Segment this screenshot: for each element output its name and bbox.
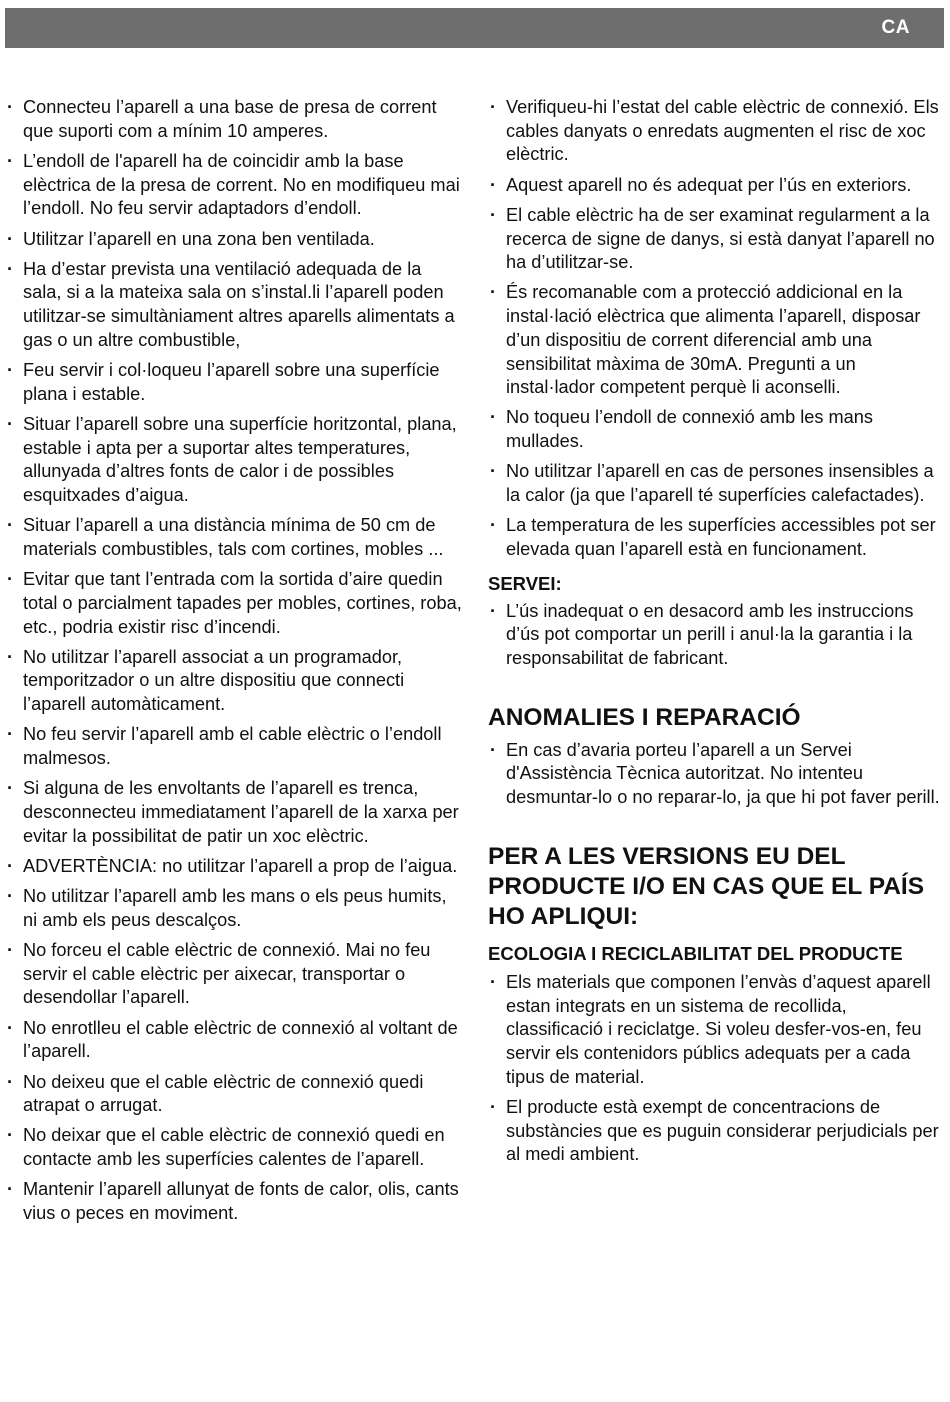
list-item: · La temperatura de les superfícies accessibles pot ser elevada quan l’aparell està en funcionament. <box>488 514 944 561</box>
list-item: · No deixeu que el cable elèctric de connexió quedi atrapat o arrugat. <box>5 1071 463 1118</box>
language-code: CA <box>881 17 910 38</box>
list-item: · Ha d’estar prevista una ventilació adequada de la sala, si a la mateixa sala on s’instal.li l’aparell poden utilitzar-se simultàniament altres aparells alimentats a gas o un altre combustible, <box>5 258 463 353</box>
servei-heading: SERVEI: <box>488 572 562 594</box>
list-item: · No utilitzar l’aparell associat a un programador, temporitzador o un altre dispositiu que connecti l’aparell automàticament. <box>5 646 463 717</box>
list-item: · Feu servir i col·loqueu l’aparell sobre una superfície plana i estable. <box>5 359 463 406</box>
list-item: · Els materials que componen l’envàs d’aquest aparell estan integrats en un sistema de recollida, classificació i reciclatge. Si voleu desfer-vos-en, feu servir els contenidors públics adequats per a cada tipus de material. <box>488 971 944 1090</box>
list-item: · No utilitzar l’aparell en cas de persones insensibles a la calor (ja que l’aparell té superfícies calefactades). <box>488 460 944 507</box>
list-item: · No utilitzar l’aparell amb les mans o els peus humits, ni amb els peus descalços. <box>5 885 463 932</box>
list-item: · Situar l’aparell sobre una superfície horitzontal, plana, estable i apta per a suportar altes temperatures, allunyada d’altres fonts de calor i de possibles esquitxades d’aigua. <box>5 413 463 508</box>
list-item: · Connecteu l’aparell a una base de presa de corrent que suporti com a mínim 10 amperes. <box>5 96 463 143</box>
left-column <box>5 96 463 1232</box>
list-item: · És recomanable com a protecció addicional en la instal·lació elèctrica que alimenta l’aparell, disposar d’un dispositiu de corrent diferencial amb una sensibilitat màxima de 30mA. Pregunti a un instal·lador competent perquè li aconselli. <box>488 281 944 400</box>
list-item: · Evitar que tant l’entrada com la sortida d’aire quedin total o parcialment tapades per mobles, cortines, roba, etc., podria existir risc d’incendi. <box>5 568 463 639</box>
ecology-subheading: ECOLOGIA I RECICLABILITAT DEL PRODUCTE <box>488 942 903 964</box>
list-item: · Verifiqueu-hi l’estat del cable elèctric de connexió. Els cables danyats o enredats augmenten el risc de xoc elèctric. <box>488 96 944 167</box>
servei-list <box>488 600 944 671</box>
right-column <box>488 96 944 1174</box>
list-item: · Mantenir l’aparell allunyat de fonts de calor, olis, cants vius o peces en moviment. <box>5 1178 463 1225</box>
list-item: · No toqueu l’endoll de connexió amb les mans mullades. <box>488 406 944 453</box>
safety-list-right <box>488 96 944 562</box>
safety-list-left <box>5 96 463 1226</box>
list-item: · No deixar que el cable elèctric de connexió quedi en contacte amb les superfícies calentes de l’aparell. <box>5 1124 463 1171</box>
list-item: · Utilitzar l’aparell en una zona ben ventilada. <box>5 228 463 252</box>
ecology-list <box>488 971 944 1167</box>
list-item: · Aquest aparell no és adequat per l’ús en exteriors. <box>488 174 944 198</box>
eu-heading: PER A LES VERSIONS EU DEL PRODUCTE I/O EN CAS QUE EL PAÍS HO APLIQUI: <box>488 842 925 930</box>
anomalies-heading: ANOMALIES I REPARACIÓ <box>488 703 801 731</box>
list-item: · No enrotlleu el cable elèctric de connexió al voltant de l’aparell. <box>5 1017 463 1064</box>
list-item: · L’ús inadequat o en desacord amb les instruccions d’ús pot comportar un perill i anul·la la garantia i la responsabilitat de fabricant. <box>488 600 944 671</box>
list-item: · No feu servir l’aparell amb el cable elèctric o l’endoll malmesos. <box>5 723 463 770</box>
list-item: · Si alguna de les envoltants de l’aparell es trenca, desconnecteu immediatament l’aparell de la xarxa per evitar la possibilitat de patir un xoc elèctric. <box>5 777 463 848</box>
list-item: · Situar l’aparell a una distància mínima de 50 cm de materials combustibles, tals com cortines, mobles ... <box>5 514 463 561</box>
list-item: · El producte està exempt de concentracions de substàncies que es puguin considerar perjudicials per al medi ambient. <box>488 1096 944 1167</box>
list-item: · El cable elèctric ha de ser examinat regularment a la recerca de signe de danys, si està danyat l’aparell no ha d’utilitzar-se. <box>488 204 944 275</box>
list-item: · En cas d’avaria porteu l’aparell a un Servei d'Assistència Tècnica autoritzat. No intenteu desmuntar-lo o no reparar-lo, ja que hi pot faver perill. <box>488 739 944 810</box>
list-item: · L’endoll de l'aparell ha de coincidir amb la base elèctrica de la presa de corrent. No en modifiqueu mai l’endoll. No feu servir adaptadors d’endoll. <box>5 150 463 221</box>
header-bar <box>5 8 944 48</box>
anomalies-list <box>488 739 944 810</box>
list-item: · ADVERTÈNCIA: no utilitzar l’aparell a prop de l’aigua. <box>5 855 463 879</box>
list-item: · No forceu el cable elèctric de connexió. Mai no feu servir el cable elèctric per aixecar, transportar o desendollar l’aparell. <box>5 939 463 1010</box>
